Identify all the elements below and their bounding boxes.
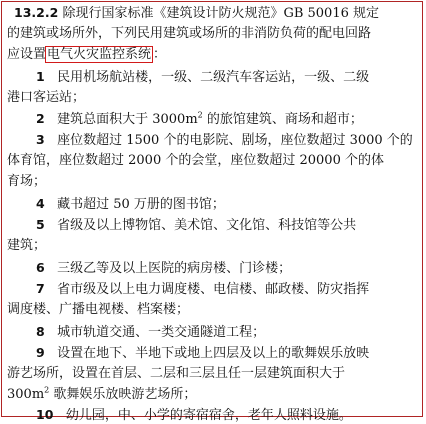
list-item-3 [36, 131, 426, 149]
item-text-b: 的旅馆建筑、商场和超市； [202, 112, 363, 127]
item-text-a: 300m [7, 387, 45, 402]
item-text-b: 歌舞娱乐放映游艺场所； [49, 387, 197, 402]
item-number: 2 [36, 111, 45, 126]
list-item-9-cont-2 [7, 386, 426, 404]
list-item-4 [36, 195, 426, 213]
intro-text-1: 除现行国家标准《建筑设计防火规范》GB 50016 规定 [62, 6, 379, 21]
list-item-3-cont-1: 体育馆，座位数超过 2000 个的会堂，座位数超过 20000 个的体 [7, 153, 384, 168]
item-number: 1 [36, 69, 45, 84]
list-item-8 [36, 323, 426, 341]
item-number: 8 [36, 324, 45, 339]
highlighted-term: 电气火灾监控系统 [47, 47, 152, 62]
section-number: 13.2.2 [14, 5, 59, 20]
intro-text-3-post: ： [153, 47, 167, 62]
list-item-6 [36, 259, 426, 277]
item-number: 7 [36, 281, 45, 296]
list-item-9 [36, 344, 426, 362]
list-item-10 [36, 406, 426, 424]
item-text: 省市级及以上电力调度楼、电信楼、邮政楼、防灾指挥 [57, 282, 370, 297]
item-text: 幼儿园，中、小学的寄宿宿舍，老年人照料设施。 [65, 408, 352, 423]
item-text: 三级乙等及以上医院的病房楼、门诊楼； [57, 261, 292, 276]
list-item-7 [36, 280, 426, 298]
item-number: 6 [36, 260, 45, 275]
intro-text-3-pre: 应设置 [7, 47, 47, 62]
item-text-a: 建筑总面积大于 3000m [57, 112, 198, 127]
list-item-1 [36, 68, 426, 86]
item-number: 10 [36, 407, 54, 422]
list-item-7-cont: 调度楼、广播电视楼、档案楼； [7, 302, 190, 317]
item-text: 民用机场航站楼，一级、二级汽车客运站，一级、二级 [57, 70, 370, 85]
item-number: 4 [36, 196, 45, 211]
superscript: 2 [197, 110, 203, 120]
item-number: 9 [36, 345, 45, 360]
list-item-9-cont-1: 游艺场所，设置在首层、二层和三层且任一层建筑面积大于 [7, 366, 346, 381]
section-intro-line-1 [14, 4, 426, 22]
item-text: 藏书超过 50 万册的图书馆； [57, 197, 225, 212]
list-item-5 [36, 216, 426, 234]
superscript: 2 [44, 386, 50, 395]
item-text: 城市轨道交通、一类交通隧道工程； [57, 325, 266, 340]
list-item-2 [36, 110, 426, 128]
list-item-3-cont-2: 育场； [7, 174, 47, 189]
item-number: 5 [36, 217, 45, 232]
section-intro-line-3 [7, 46, 426, 64]
list-item-5-cont: 建筑； [7, 238, 47, 253]
section-intro-line-2: 的建筑或场所外，下列民用建筑或场所的非消防负荷的配电回路 [7, 26, 372, 41]
item-text: 座位数超过 1500 个的电影院、剧场，座位数超过 3000 个的 [57, 133, 413, 148]
item-number: 3 [36, 132, 45, 147]
list-item-1-cont: 港口客运站； [7, 90, 86, 105]
item-text: 省级及以上博物馆、美术馆、文化馆、科技馆等公共 [57, 218, 357, 233]
item-text: 设置在地下、半地下或地上四层及以上的歌舞娱乐放映 [57, 346, 370, 361]
